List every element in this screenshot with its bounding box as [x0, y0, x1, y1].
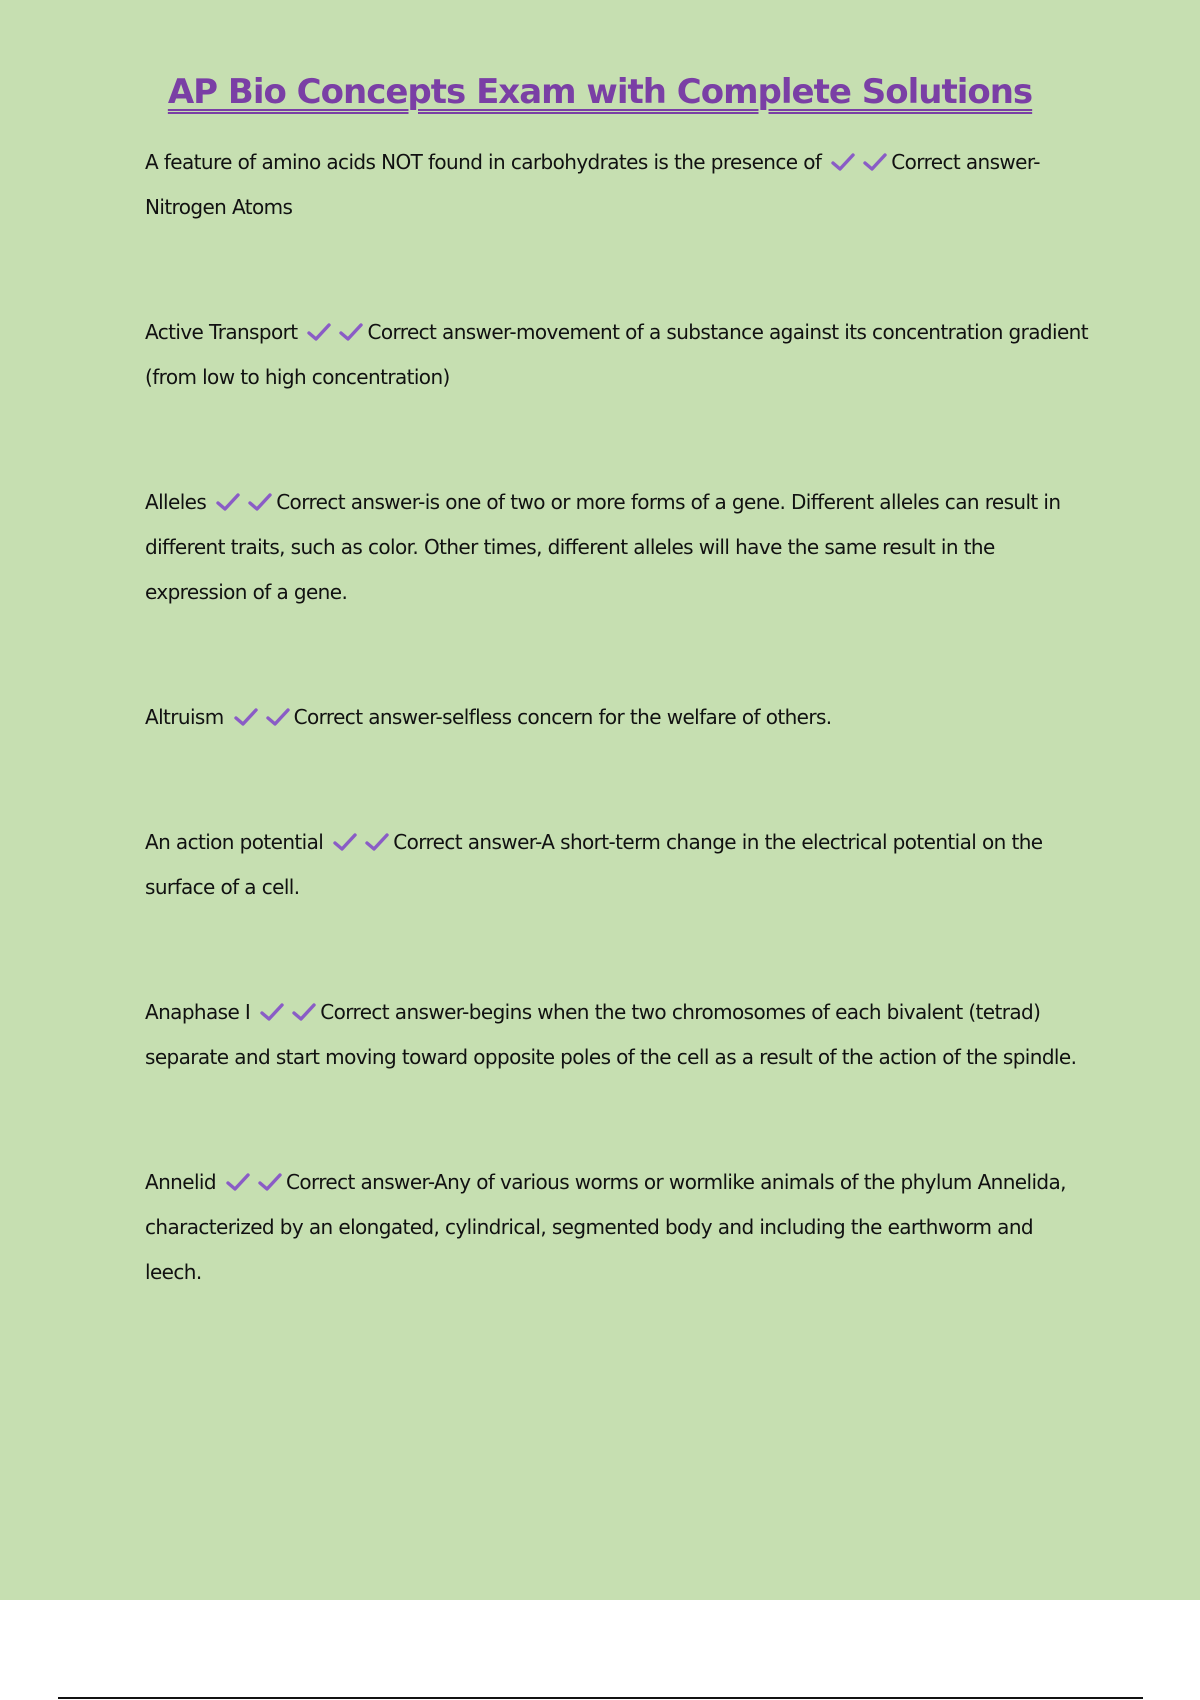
check-icon	[307, 322, 331, 342]
check-marks	[831, 140, 887, 185]
entry-answer: Correct answer-Any of various worms or wormlike animals of the phylum Annelida, characterized by an elongated, cylindrical, segmented body and including the earthworm and leech.	[145, 1170, 1066, 1284]
check-icon	[216, 492, 240, 512]
check-marks	[226, 1160, 282, 1205]
check-icon	[260, 1002, 284, 1022]
check-icon	[258, 1172, 282, 1192]
entry-term: An action potential	[145, 830, 324, 854]
entry-active-transport	[145, 310, 1090, 400]
page-title	[0, 72, 1200, 112]
check-icon	[831, 152, 855, 172]
entry-action-potential	[145, 820, 1090, 910]
check-marks	[260, 990, 316, 1035]
entry-amino-acids	[145, 140, 1090, 230]
footer-rule	[58, 1697, 1143, 1699]
check-icon	[333, 832, 357, 852]
check-marks	[234, 695, 290, 740]
entry-answer: Correct answer-A short-term change in the electrical potential on the surface of a cell.	[145, 830, 1043, 899]
check-icon	[339, 322, 363, 342]
page-title-text: AP Bio Concepts Exam with Complete Solutions	[167, 72, 1033, 112]
entry-term: A feature of amino acids NOT found in carbohydrates is the presence of	[145, 150, 822, 174]
entry-answer: Correct answer-is one of two or more forms of a gene. Different alleles can result in different traits, such as color. Other times, different alleles will have the same result in the expression of a gene.	[145, 490, 1061, 604]
entry-anaphase-i	[145, 990, 1090, 1080]
check-icon	[226, 1172, 250, 1192]
entry-term: Alleles	[145, 490, 207, 514]
check-marks	[333, 820, 389, 865]
entry-term: Active Transport	[145, 320, 298, 344]
entry-altruism	[145, 695, 1090, 740]
check-icon	[266, 707, 290, 727]
entry-list	[145, 140, 1090, 1295]
check-marks	[307, 310, 363, 355]
entry-answer: Correct answer-begins when the two chromosomes of each bivalent (tetrad) separate and start moving toward opposite poles of the cell as a result of the action of the spindle.	[145, 1000, 1077, 1069]
entry-alleles	[145, 480, 1090, 615]
check-icon	[365, 832, 389, 852]
entry-term: Altruism	[145, 705, 224, 729]
check-icon	[292, 1002, 316, 1022]
entry-term: Anaphase I	[145, 1000, 251, 1024]
check-icon	[863, 152, 887, 172]
check-icon	[234, 707, 258, 727]
entry-term: Annelid	[145, 1170, 216, 1194]
entry-answer: Correct answer-Nitrogen Atoms	[145, 150, 1040, 219]
check-icon	[248, 492, 272, 512]
entry-answer: Correct answer-movement of a substance against its concentration gradient (from low to high concentration)	[145, 320, 1088, 389]
check-marks	[216, 480, 272, 525]
entry-answer: Correct answer-selfless concern for the welfare of others.	[293, 705, 832, 729]
entry-annelid	[145, 1160, 1090, 1295]
